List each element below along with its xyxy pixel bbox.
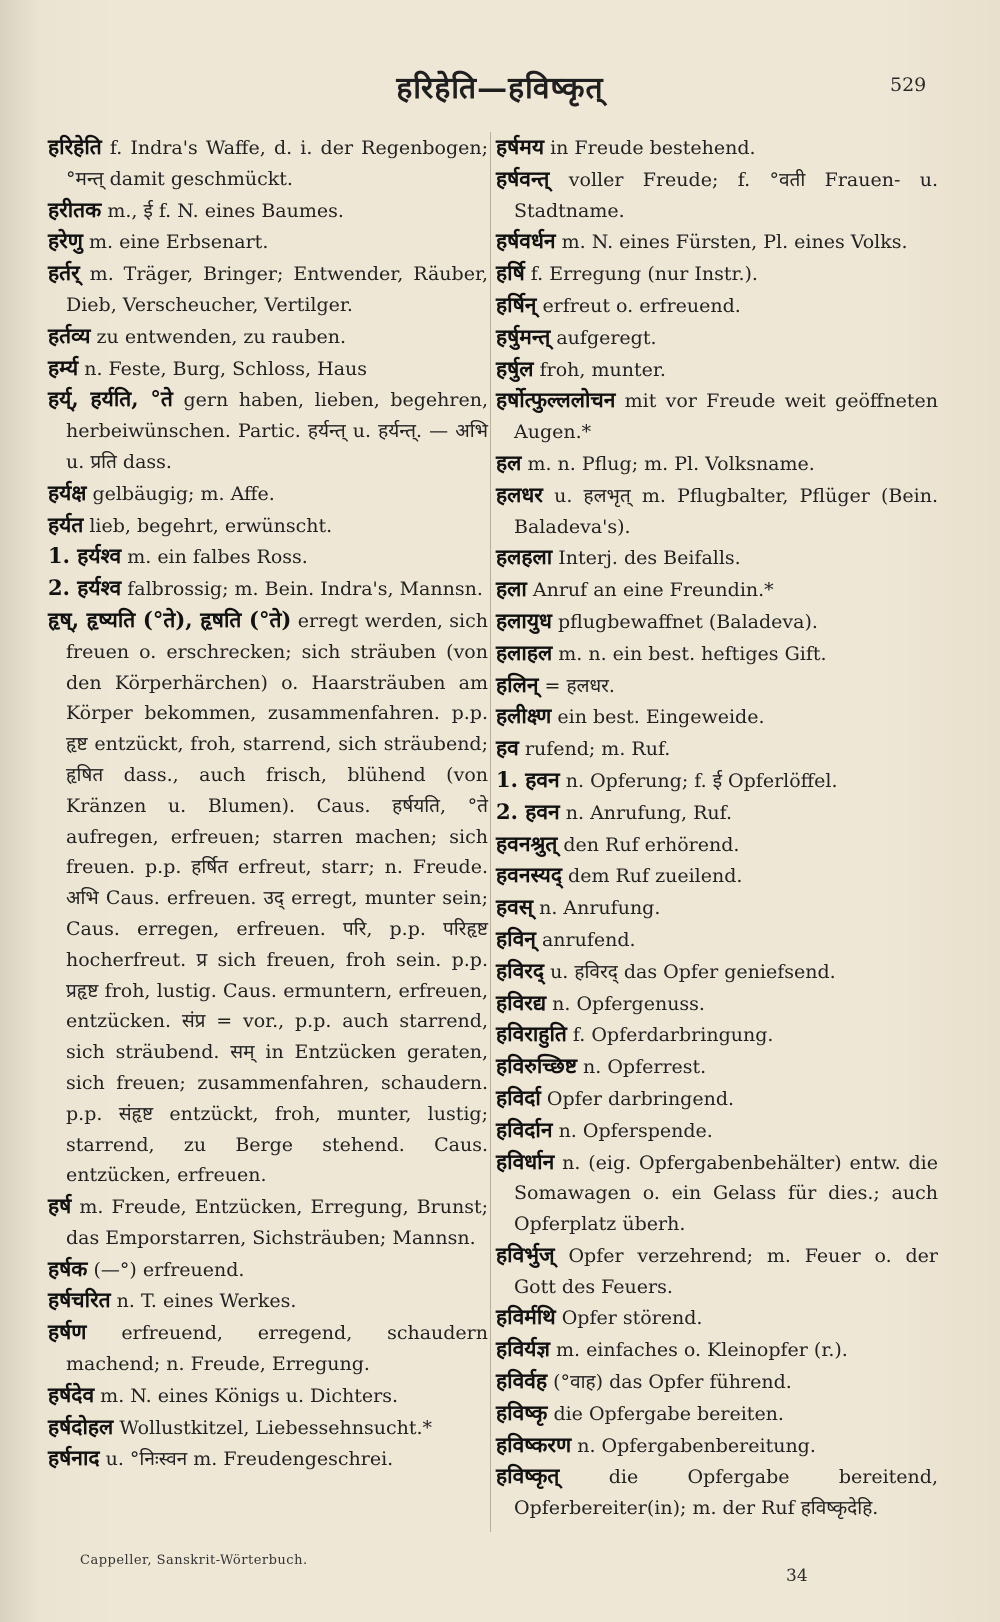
entry-headword: हला: [496, 576, 527, 602]
entry-headword: हर्षदेव: [48, 1381, 95, 1407]
footer-credit: Cappeller, Sanskrit-Wörterbuch.: [80, 1553, 308, 1568]
entry-definition: m. N. eines Fürsten, Pl. eines Volks.: [561, 231, 908, 254]
dictionary-entry: [48, 384, 488, 477]
entry-definition: erfreuend, erregend, schaudern machend; n. Freude, Erregung.: [66, 1322, 488, 1376]
entry-headword: 2. हर्यश्व: [48, 575, 122, 601]
entry-definition: n. Anrufung, Ruf.: [565, 801, 733, 824]
entry-headword: हल: [496, 449, 522, 475]
entry-headword: हविष्कृ: [496, 1399, 548, 1425]
left-column: [48, 132, 488, 1475]
entry-definition: aufgeregt.: [556, 326, 657, 349]
entry-definition: erfreut o. erfreuend.: [542, 294, 741, 317]
entry-headword: हर्तव्य: [48, 322, 91, 348]
entry-definition: zu entwenden, zu rauben.: [96, 325, 347, 348]
entry-headword: हर्षवन्त्: [496, 165, 550, 191]
dictionary-entry: [48, 478, 488, 510]
entry-definition: die Opfergabe bereiten.: [553, 1402, 784, 1425]
entry-definition: mit vor Freude weit geöffneten Augen.*: [514, 390, 938, 444]
dictionary-entry: [496, 924, 938, 956]
entry-definition: m. n. Pflug; m. Pl. Volksname.: [527, 452, 815, 475]
entry-headword: हर्षमय: [496, 134, 545, 159]
entry-definition: m. Träger, Bringer; Entwender, Räuber, Dieb, Verscheucher, Vertilger.: [66, 263, 488, 316]
entry-definition: lieb, begehrt, erwünscht.: [89, 514, 333, 537]
entry-definition: n. (eig. Opfergabenbehälter) entw. die Somawagen o. ein Gelass für dies.; auch Opferplatz überh.: [514, 1151, 938, 1236]
dictionary-entry: [496, 1302, 938, 1334]
entry-headword: हरेणु: [48, 228, 83, 254]
sheet-number: 34: [786, 1566, 808, 1586]
entry-definition: f. Erregung (nur Instr.).: [530, 263, 758, 286]
dictionary-entry: [496, 1398, 938, 1430]
dictionary-entry: [496, 733, 938, 765]
dictionary-entry: [496, 385, 938, 448]
entry-headword: हविर्यज्ञ: [496, 1336, 550, 1362]
dictionary-entry: [496, 956, 938, 988]
entry-headword: हविर्भुज्: [496, 1241, 555, 1267]
entry-headword: हर्यत: [48, 511, 84, 537]
dictionary-entry: [496, 448, 938, 480]
entry-headword: हलहला: [496, 544, 553, 570]
page-number: 529: [890, 74, 927, 96]
entry-definition: m. n. ein best. heftiges Gift.: [558, 642, 827, 665]
entry-definition: n. Opfergabenbereitung.: [577, 1434, 816, 1457]
dictionary-entry: [496, 290, 938, 322]
entry-definition: m. einfaches o. Kleinopfer (r.).: [555, 1339, 848, 1362]
dictionary-entry: [496, 542, 938, 574]
entry-headword: हविर्दा: [496, 1084, 541, 1110]
entry-headword: हविष्करण: [496, 1431, 572, 1457]
dictionary-entry: [48, 195, 488, 227]
entry-headword: हलाहल: [496, 639, 553, 665]
dictionary-entry: [48, 541, 488, 573]
entry-definition: dem Ruf zueilend.: [568, 865, 743, 888]
entry-headword: 1. हवन: [496, 766, 560, 792]
entry-definition: Opfer verzehrend; m. Feuer o. der Gott des Feuers.: [514, 1244, 938, 1298]
entry-headword: हविराहुति: [496, 1021, 567, 1047]
entry-definition: n. Opferrest.: [583, 1056, 707, 1079]
right-column: [496, 132, 938, 1524]
dictionary-entry: [496, 670, 938, 702]
entry-headword: हर्षिन्: [496, 291, 537, 317]
entry-headword: 2. हवन: [496, 798, 560, 824]
entry-definition: Anruf an eine Freundin.*: [532, 579, 774, 602]
entry-headword: हलिन्: [496, 671, 539, 697]
entry-headword: हव: [496, 735, 519, 761]
entry-definition: ein best. Eingeweide.: [557, 706, 765, 729]
dictionary-entry: [48, 321, 488, 353]
entry-definition: die Opfergabe bereitend, Opferbereiter(in); m. der Ruf हविष्कृदेहि.: [514, 1466, 938, 1520]
dictionary-entry: [496, 226, 938, 258]
dictionary-entry: [496, 1115, 938, 1147]
dictionary-entry: [496, 701, 938, 733]
entry-headword: हर्षवर्धन: [496, 228, 556, 254]
entry-headword: हर्षि: [496, 260, 525, 286]
dictionary-entry: [48, 1443, 488, 1475]
entry-definition: falbrossig; m. Bein. Indra's, Mannsn.: [127, 578, 483, 601]
entry-headword: हविष्कृत्: [496, 1463, 560, 1489]
dictionary-entry: [496, 797, 938, 829]
entry-definition: m., ई f. N. eines Baumes.: [107, 199, 344, 222]
dictionary-entry: [48, 510, 488, 542]
dictionary-entry: [48, 605, 488, 1191]
entry-definition: f. Opferdarbringung.: [572, 1024, 774, 1047]
entry-headword: हविर्दान: [496, 1116, 553, 1142]
entry-definition: den Ruf erhörend.: [563, 833, 740, 856]
dictionary-entry: [496, 258, 938, 290]
entry-headword: हरिहेति: [48, 134, 102, 159]
entry-headword: हविर्धान: [496, 1148, 555, 1174]
dictionary-entry: [48, 132, 488, 195]
dictionary-entry: [496, 1240, 938, 1303]
dictionary-entry: [496, 1019, 938, 1051]
entry-headword: हवनश्रुत्: [496, 830, 558, 856]
entry-definition: rufend; m. Ruf.: [524, 738, 671, 761]
dictionary-entry: [48, 1412, 488, 1444]
entry-headword: हर्षचरित: [48, 1287, 111, 1313]
dictionary-entry: [496, 1334, 938, 1366]
dictionary-entry: [496, 638, 938, 670]
dictionary-entry: [48, 1380, 488, 1412]
entry-headword: हर्षोत्फुल्ललोचन: [496, 387, 616, 413]
dictionary-entry: [496, 1083, 938, 1115]
entry-headword: हवनस्यद्: [496, 862, 562, 888]
entry-definition: n. Opferspende.: [558, 1119, 713, 1142]
entry-headword: हविरुच्छिष्ट: [496, 1053, 577, 1079]
entry-definition: m. ein falbes Ross.: [127, 546, 308, 569]
entry-headword: हविरद्य: [496, 989, 547, 1015]
entry-headword: हलीक्ष्ण: [496, 703, 552, 729]
dictionary-entry: [48, 258, 488, 321]
entry-headword: हविरद्: [496, 957, 545, 983]
dictionary-entry: [496, 574, 938, 606]
entry-definition: (°वाह) das Opfer führend.: [553, 1371, 792, 1394]
entry-definition: m. N. eines Königs u. Dichters.: [100, 1384, 398, 1407]
entry-definition: pflugbewaffnet (Baladeva).: [557, 610, 818, 633]
entry-headword: हर्षक: [48, 1255, 88, 1281]
dictionary-entry: [496, 164, 938, 227]
entry-definition: froh, munter.: [539, 358, 666, 381]
entry-headword: हलायुध: [496, 607, 552, 633]
entry-definition: Opfer störend.: [561, 1307, 703, 1330]
entry-definition: in Freude bestehend.: [550, 137, 756, 159]
entry-definition: n. Opferung; f. ई Opferlöffel.: [565, 769, 838, 792]
dictionary-entry: [496, 354, 938, 386]
dictionary-entry: [48, 1285, 488, 1317]
entry-definition: erregt werden, sich freuen o. erschrecken; sich sträuben (von den Körperhärchen) o. Haarsträuben am Körper bekommen, zusammenfahren. p.p. हृष्ट entzückt, froh, starrend, sich sträubend; हृषित dass., auch frisch, blühend (von Kränzen u. Blumen). Caus. हर्षयति, °ते aufregen, erfreuen; starren machen; sich freuen. p.p. हर्षित erfreut, starr; n. Freude. अभि Caus. erfreuen. उद् erregt, munter sein; Caus. erregen, erfreuen. परि, p.p. परिहृष्ट hocherfreut. प्र sich freuen, froh sein. p.p. प्रहृष्ट froh, lustig. Caus. ermuntern, erfreuen, entzücken. संप्र = vor., p.p. auch starrend, sich sträubend. सम् in Entzücken geraten, sich freuen; zusammenfahren, schaudern. p.p. संहृष्ट entzückt, froh, munter, lustig; starrend, zu Berge stehend. Caus. entzücken, erfreuen.: [66, 609, 488, 1187]
dictionary-entry: [48, 1191, 488, 1254]
entry-headword: हरीतक: [48, 196, 102, 222]
entry-definition: gern haben, lieben, begehren, herbeiwünschen. Partic. हर्यन्त् u. हर्यन्त्. — अभि u. प्रति dass.: [66, 389, 489, 473]
entry-headword: हर्म्य: [48, 354, 79, 380]
entry-headword: हर्षनाद: [48, 1445, 100, 1471]
dictionary-entry: [496, 988, 938, 1020]
entry-headword: हर्षुल: [496, 355, 534, 381]
column-divider: [490, 132, 491, 1532]
dictionary-entry: [48, 226, 488, 258]
dictionary-entry: [496, 1366, 938, 1398]
entry-headword: हर्य्, हर्यति, °ते: [48, 386, 173, 412]
entry-headword: हृष्, हृष्यति (°ते), हृषति (°ते): [48, 606, 292, 632]
dictionary-entry: [496, 765, 938, 797]
dictionary-entry: [496, 1461, 938, 1524]
dictionary-entry: [496, 132, 938, 164]
dictionary-entry: [496, 480, 938, 543]
entry-headword: हविर्मथि: [496, 1304, 556, 1330]
dictionary-entry: [496, 1051, 938, 1083]
dictionary-entry: [496, 606, 938, 638]
entry-definition: u. °निःस्वन m. Freudengeschrei.: [105, 1448, 394, 1471]
entry-definition: Opfer darbringend.: [546, 1087, 735, 1110]
entry-headword: हर्तर्: [48, 260, 80, 286]
dictionary-entry: [496, 892, 938, 924]
dictionary-entry: [496, 322, 938, 354]
entry-definition: voller Freude; f. °वती Frauen- u. Stadtname.: [514, 168, 939, 222]
entry-definition: n. Feste, Burg, Schloss, Haus: [84, 357, 368, 380]
dictionary-entry: [48, 573, 488, 605]
entry-definition: Interj. des Beifalls.: [558, 547, 741, 570]
dictionary-entry: [48, 1317, 488, 1380]
entry-definition: (—°) erfreuend.: [93, 1258, 245, 1281]
entry-headword: हविन्: [496, 925, 536, 951]
entry-headword: हर्षण: [48, 1319, 87, 1345]
entry-definition: n. Opfergenuss.: [552, 992, 705, 1015]
entry-definition: n. Anrufung.: [539, 897, 661, 920]
dictionary-entry: [48, 1254, 488, 1286]
entry-headword: हर्ष: [48, 1193, 72, 1219]
entry-headword: हर्यक्ष: [48, 479, 87, 505]
entry-headword: हविर्वह: [496, 1368, 548, 1394]
entry-headword: हलधर: [496, 481, 543, 507]
dictionary-entry: [496, 1147, 938, 1240]
entry-definition: n. T. eines Werkes.: [116, 1290, 297, 1313]
page-title: हरिहेति—हविष्कृत्: [396, 71, 604, 106]
entry-definition: m. eine Erbsenart.: [88, 231, 269, 254]
entry-definition: gelbäugig; m. Affe.: [92, 482, 275, 505]
entry-headword: हवस्: [496, 894, 534, 920]
entry-headword: हर्षुमन्त्: [496, 323, 551, 349]
entry-definition: m. Freude, Entzücken, Erregung, Brunst; das Emporstarren, Sichsträuben; Mannsn.: [66, 1196, 488, 1249]
entry-headword: हर्षदोहल: [48, 1413, 114, 1439]
dictionary-entry: [496, 860, 938, 892]
entry-headword: 1. हर्यश्व: [48, 543, 122, 569]
dictionary-entry: [48, 353, 488, 385]
entry-definition: = हलधर.: [544, 674, 615, 697]
dictionary-entry: [496, 1430, 938, 1462]
entry-definition: u. हविरद् das Opfer geniefsend.: [550, 960, 836, 983]
entry-definition: Wollustkitzel, Liebessehnsucht.*: [119, 1416, 433, 1439]
dictionary-entry: [496, 829, 938, 861]
entry-definition: anrufend.: [541, 928, 636, 951]
entry-definition: f. Indra's Waffe, d. i. der Regenbogen; °मन्त् damit geschmückt.: [66, 137, 488, 190]
entry-definition: u. हलभृत् m. Pflugbalter, Pflüger (Bein. Baladeva's).: [514, 484, 938, 538]
